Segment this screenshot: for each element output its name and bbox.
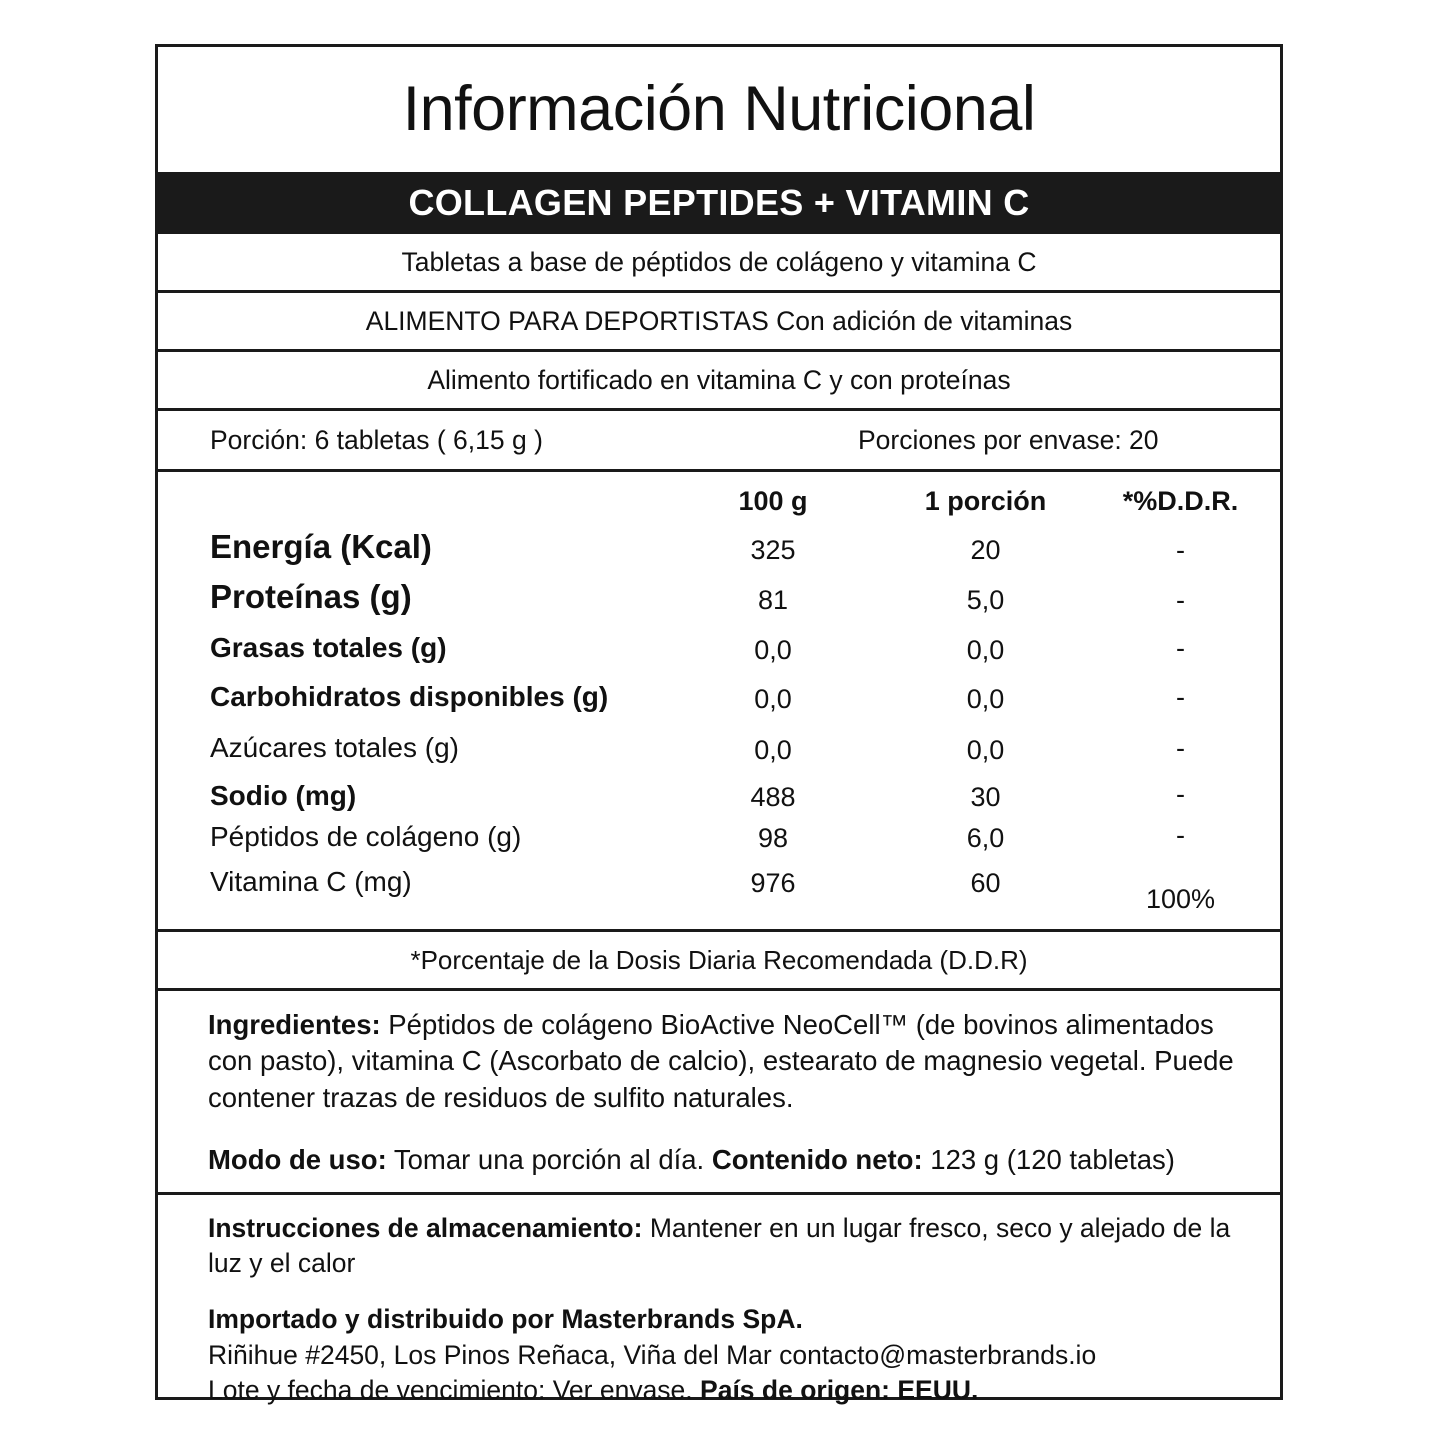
- ingredients-paragraph: [208, 1007, 1236, 1116]
- column-header-100g: 100 g: [738, 486, 808, 516]
- portions-per-container: Porciones por envase: 20: [858, 424, 1159, 455]
- importer-block: [158, 1292, 1280, 1423]
- importer-address: Riñihue #2450, Los Pinos Reñaca, Viña del Mar contacto@masterbrands.io: [208, 1339, 1097, 1370]
- nutrient-label: Azúcares totales (g): [210, 732, 459, 763]
- portion-row: [158, 408, 1280, 469]
- product-name: COLLAGEN PEPTIDES + VITAMIN C: [408, 182, 1030, 223]
- nutrient-label: Carbohidratos disponibles (g): [210, 681, 609, 712]
- net-content-heading: Contenido neto:: [711, 1143, 923, 1175]
- table-row: [158, 819, 1280, 864]
- nutrition-table-header: [158, 472, 1280, 524]
- nutrient-value-ddr: -: [1176, 633, 1185, 663]
- nutrient-value-portion: 60: [970, 868, 1001, 898]
- usage-paragraph: [208, 1142, 1240, 1178]
- storage-text: Mantener en un lugar fresco, seco y alejado de la luz y el calor: [208, 1212, 1231, 1279]
- importer-name: Importado y distribuido por Masterbrands SpA.: [208, 1304, 803, 1335]
- nutrient-label: Sodio (mg): [210, 780, 357, 811]
- storage-paragraph: [208, 1211, 1236, 1283]
- nutrient-label: Péptidos de colágeno (g): [210, 821, 522, 852]
- importer-lot-origin: [208, 1373, 1236, 1409]
- description-text-3: Alimento fortificado en vitamina C y con proteínas: [427, 364, 1011, 395]
- nutrient-value-ddr: 100%: [1145, 884, 1216, 914]
- nutrient-value-ddr: -: [1176, 733, 1185, 763]
- nutrient-value-portion: 6,0: [966, 823, 1005, 853]
- description-row-2: [158, 290, 1280, 349]
- nutrient-label: Proteínas (g): [210, 578, 412, 615]
- nutrition-table: [158, 469, 1280, 929]
- ingredients-text: Péptidos de colágeno BioActive NeoCell™ (de bovinos alimentados con pasto), vitamina C (Ascorbato de calcio), estearato de magnesio vegetal. Puede contener trazas de residuos de sulfito naturales.: [208, 1009, 1234, 1113]
- nutrient-value-ddr: -: [1176, 682, 1185, 712]
- storage-heading: Instrucciones de almacenamiento:: [208, 1212, 643, 1243]
- nutrient-value-100g: 0,0: [754, 735, 792, 765]
- table-row: [158, 576, 1280, 627]
- label-title-row: [158, 47, 1280, 172]
- description-row-1: [158, 234, 1280, 290]
- ingredients-heading: Ingredientes:: [208, 1009, 381, 1040]
- net-content-text: 123 g (120 tabletas): [922, 1143, 1175, 1175]
- usage-row: [158, 1132, 1280, 1192]
- nutrient-value-portion: 0,0: [966, 684, 1005, 714]
- nutrient-value-100g: 488: [750, 782, 796, 812]
- ingredients-section: [158, 988, 1280, 1192]
- ddr-footnote-row: [158, 929, 1280, 988]
- nutrient-label: Energía (Kcal): [210, 528, 432, 565]
- table-row: [158, 728, 1280, 778]
- description-text-2: ALIMENTO PARA DEPORTISTAS Con adición de vitaminas: [365, 305, 1073, 336]
- lot-text: Lote y fecha de vencimiento: Ver envase.: [208, 1375, 701, 1406]
- table-row: [158, 677, 1280, 728]
- nutrient-value-portion: 0,0: [966, 735, 1005, 765]
- page-title: Información Nutricional: [402, 74, 1036, 144]
- nutrient-value-ddr: -: [1176, 779, 1185, 809]
- description-row-3: [158, 349, 1280, 408]
- nutrient-value-100g: 976: [750, 868, 796, 898]
- storage-importer-section: [158, 1192, 1280, 1423]
- nutrient-value-portion: 5,0: [966, 585, 1005, 615]
- nutrient-value-portion: 0,0: [966, 635, 1005, 665]
- nutrient-value-100g: 81: [757, 585, 789, 615]
- nutrient-label: Vitamina C (mg): [210, 866, 412, 897]
- nutrient-value-100g: 0,0: [754, 635, 792, 665]
- nutrient-value-100g: 325: [750, 535, 796, 565]
- country-of-origin: País de origen: EEUU.: [700, 1375, 979, 1406]
- nutrient-value-ddr: -: [1176, 585, 1185, 615]
- portion-size: Porción: 6 tabletas ( 6,15 g ): [210, 424, 543, 455]
- usage-heading: Modo de uso:: [208, 1143, 387, 1175]
- ddr-footnote: *Porcentaje de la Dosis Diaria Recomendada (D.D.R): [410, 944, 1028, 975]
- table-row: [158, 627, 1280, 677]
- nutrient-value-100g: 0,0: [754, 684, 792, 714]
- storage-block: [158, 1195, 1280, 1293]
- nutrient-value-ddr: -: [1176, 820, 1185, 850]
- nutrition-label: [155, 44, 1283, 1406]
- nutrient-value-100g: 98: [757, 823, 789, 853]
- nutrient-value-portion: 30: [970, 782, 1001, 812]
- nutrient-label: Grasas totales (g): [210, 632, 447, 663]
- usage-text: Tomar una porción al día.: [386, 1143, 712, 1175]
- nutrient-value-portion: 20: [970, 535, 1001, 565]
- table-row: [158, 864, 1280, 929]
- description-text-1: Tabletas a base de péptidos de colágeno y vitamina C: [401, 246, 1037, 277]
- table-row: [158, 778, 1280, 819]
- table-row: [158, 524, 1280, 576]
- column-header-portion: 1 porción: [924, 486, 1047, 516]
- nutrient-value-ddr: -: [1176, 535, 1185, 565]
- product-name-band: [158, 172, 1280, 234]
- column-header-ddr: *%D.D.R.: [1122, 486, 1239, 516]
